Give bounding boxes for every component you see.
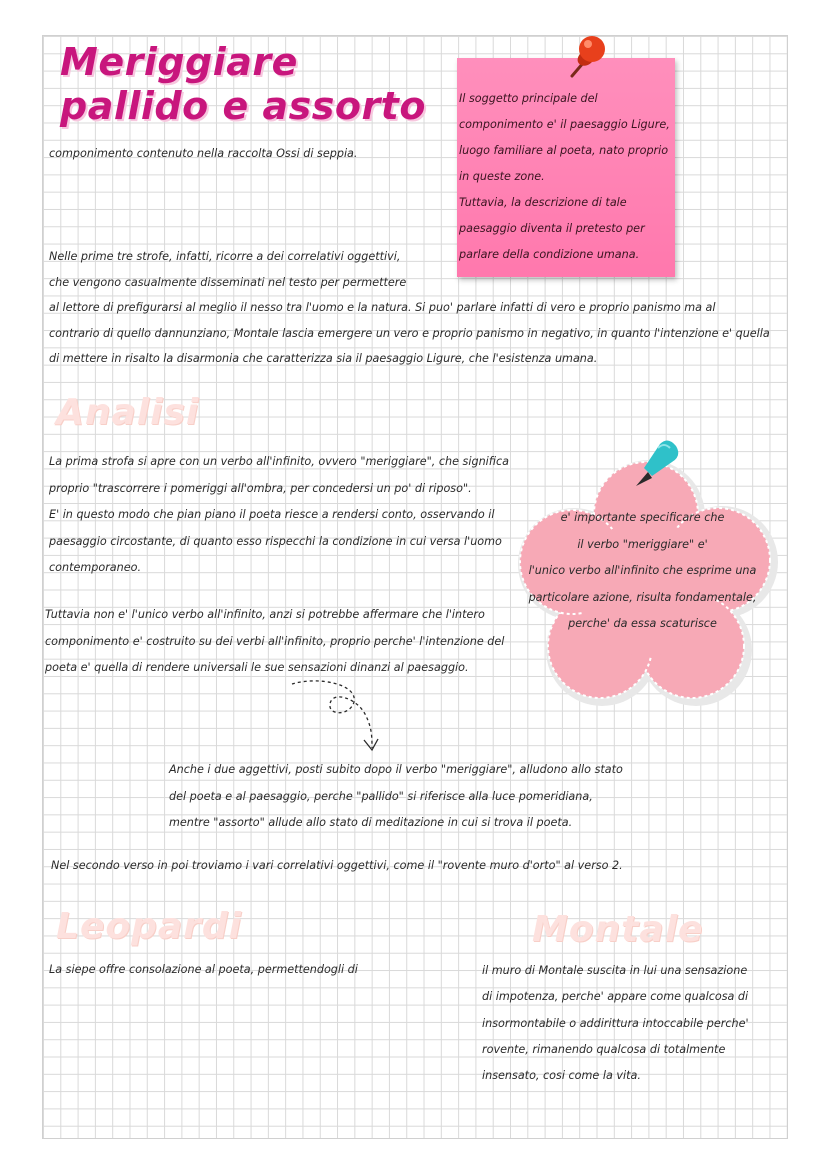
page-title (60, 40, 426, 128)
flower-line: e' importante specificare che (560, 511, 725, 524)
sticky-note-text (459, 86, 670, 268)
analisi-paragraph-2 (45, 602, 504, 682)
dotted-arrow-icon (288, 676, 388, 758)
flower-line: perche' da essa scaturisce (568, 617, 717, 630)
paragraph-line: E' in questo modo che pian piano il poeta riesce a rendersi conto, osservando il (49, 508, 495, 521)
paragraph-line: proprio "trascorrere i pomeriggi all'ombra, per concedersi un po' di riposo". (49, 481, 472, 495)
paragraph-line: rovente, rimanendo qualcosa di totalmente (482, 1042, 726, 1056)
paragraph-line: Nelle prime tre strofe, infatti, ricorre a dei correlativi oggettivi, (49, 250, 401, 263)
postit-line: componimento e' il paesaggio Ligure, (459, 118, 670, 131)
paragraph-line: contrario di quello dannunziano, Montale lascia emergere un vero e proprio panismo in negativo, in quanto l'intenzione e' quella (49, 326, 770, 340)
paragraph-line: Tuttavia non e' l'unico verbo all'infinito, anzi si potrebbe affermare che l'intero (45, 608, 485, 621)
paragraph-line: insensato, cosi come la vita. (482, 1069, 641, 1083)
postit-line: Tuttavia, la descrizione di tale (459, 196, 627, 209)
heading-montale: Montale (532, 909, 704, 950)
paragraph-line: componimento e' costruito su dei verbi all'infinito, proprio perche' l'intenzione del (45, 634, 505, 648)
flower-line: il verbo "meriggiare" e' (577, 537, 708, 551)
paragraph-line: contemporaneo. (49, 561, 142, 574)
postit-line: parlare della condizione umana. (459, 248, 640, 261)
paragraph-line: al lettore di prefigurarsi al meglio il nesso tra l'uomo e la natura. Si puo' parlare infatti di vero e proprio panismo ma al (49, 301, 716, 314)
paragraph-line: Anche i due aggettivi, posti subito dopo il verbo "meriggiare", alludono allo stato (169, 763, 623, 776)
intro-text: componimento contenuto nella raccolta Ossi di seppia. (49, 147, 358, 160)
paragraph-line: La prima strofa si apre con un verbo all'infinito, ovvero "meriggiare", che significa (49, 455, 510, 468)
paragraph-line: insormontabile o addirittura intoccabile perche' (482, 1016, 749, 1030)
paragraph-line: di impotenza, perche' appare come qualcosa di (482, 990, 749, 1004)
heading-analisi: Analisi (56, 392, 200, 433)
postit-line: Il soggetto principale del (459, 92, 598, 105)
paragraph-line: del poeta e al paesaggio, perche "pallido" si riferisce alla luce pomeridiana, (169, 789, 593, 803)
paragraph-line: di mettere in risalto la disarmonia che caratterizza sia il paesaggio Ligure, che l'esistenza umana. (49, 352, 598, 365)
flower-text (510, 505, 775, 638)
montale-text (482, 958, 749, 1089)
heading-leopardi: Leopardi (56, 906, 243, 947)
title-line-2: pallido e assorto (60, 84, 426, 128)
analisi-paragraph-1 (49, 449, 509, 582)
analisi-paragraph-3 (169, 757, 623, 837)
postit-line: paesaggio diventa il pretesto per (459, 222, 645, 235)
paragraph-line: il muro di Montale suscita in lui una sensazione (482, 964, 748, 977)
paragraph-line: mentre "assorto" allude allo stato di meditazione in cui si trova il poeta. (169, 816, 573, 829)
postit-line: in queste zone. (459, 170, 545, 183)
teal-pushpin-icon (630, 438, 680, 490)
postit-line: luogo familiare al poeta, nato proprio (459, 144, 669, 157)
paragraph-line: paesaggio circostante, di quanto esso rispecchi la condizione in cui versa l'uomo (49, 534, 502, 548)
flower-line: particolare azione, risulta fondamentale, (528, 590, 757, 604)
paragraph-line: che vengono casualmente disseminati nel testo per permettere (49, 275, 407, 289)
red-pushpin-icon (558, 32, 614, 82)
leopardi-text: La siepe offre consolazione al poeta, permettendogli di (49, 963, 358, 976)
paragraph-1 (49, 244, 770, 372)
paragraph-line: poeta e' quella di rendere universali le sue sensazioni dinanzi al paesaggio. (45, 661, 469, 674)
analisi-paragraph-4: Nel secondo verso in poi troviamo i vari correlativi oggettivi, come il "rovente muro d'orto" al verso 2. (51, 859, 623, 872)
flower-line: l'unico verbo all'infinito che esprime una (528, 564, 757, 577)
title-line-1: Meriggiare (60, 40, 298, 84)
